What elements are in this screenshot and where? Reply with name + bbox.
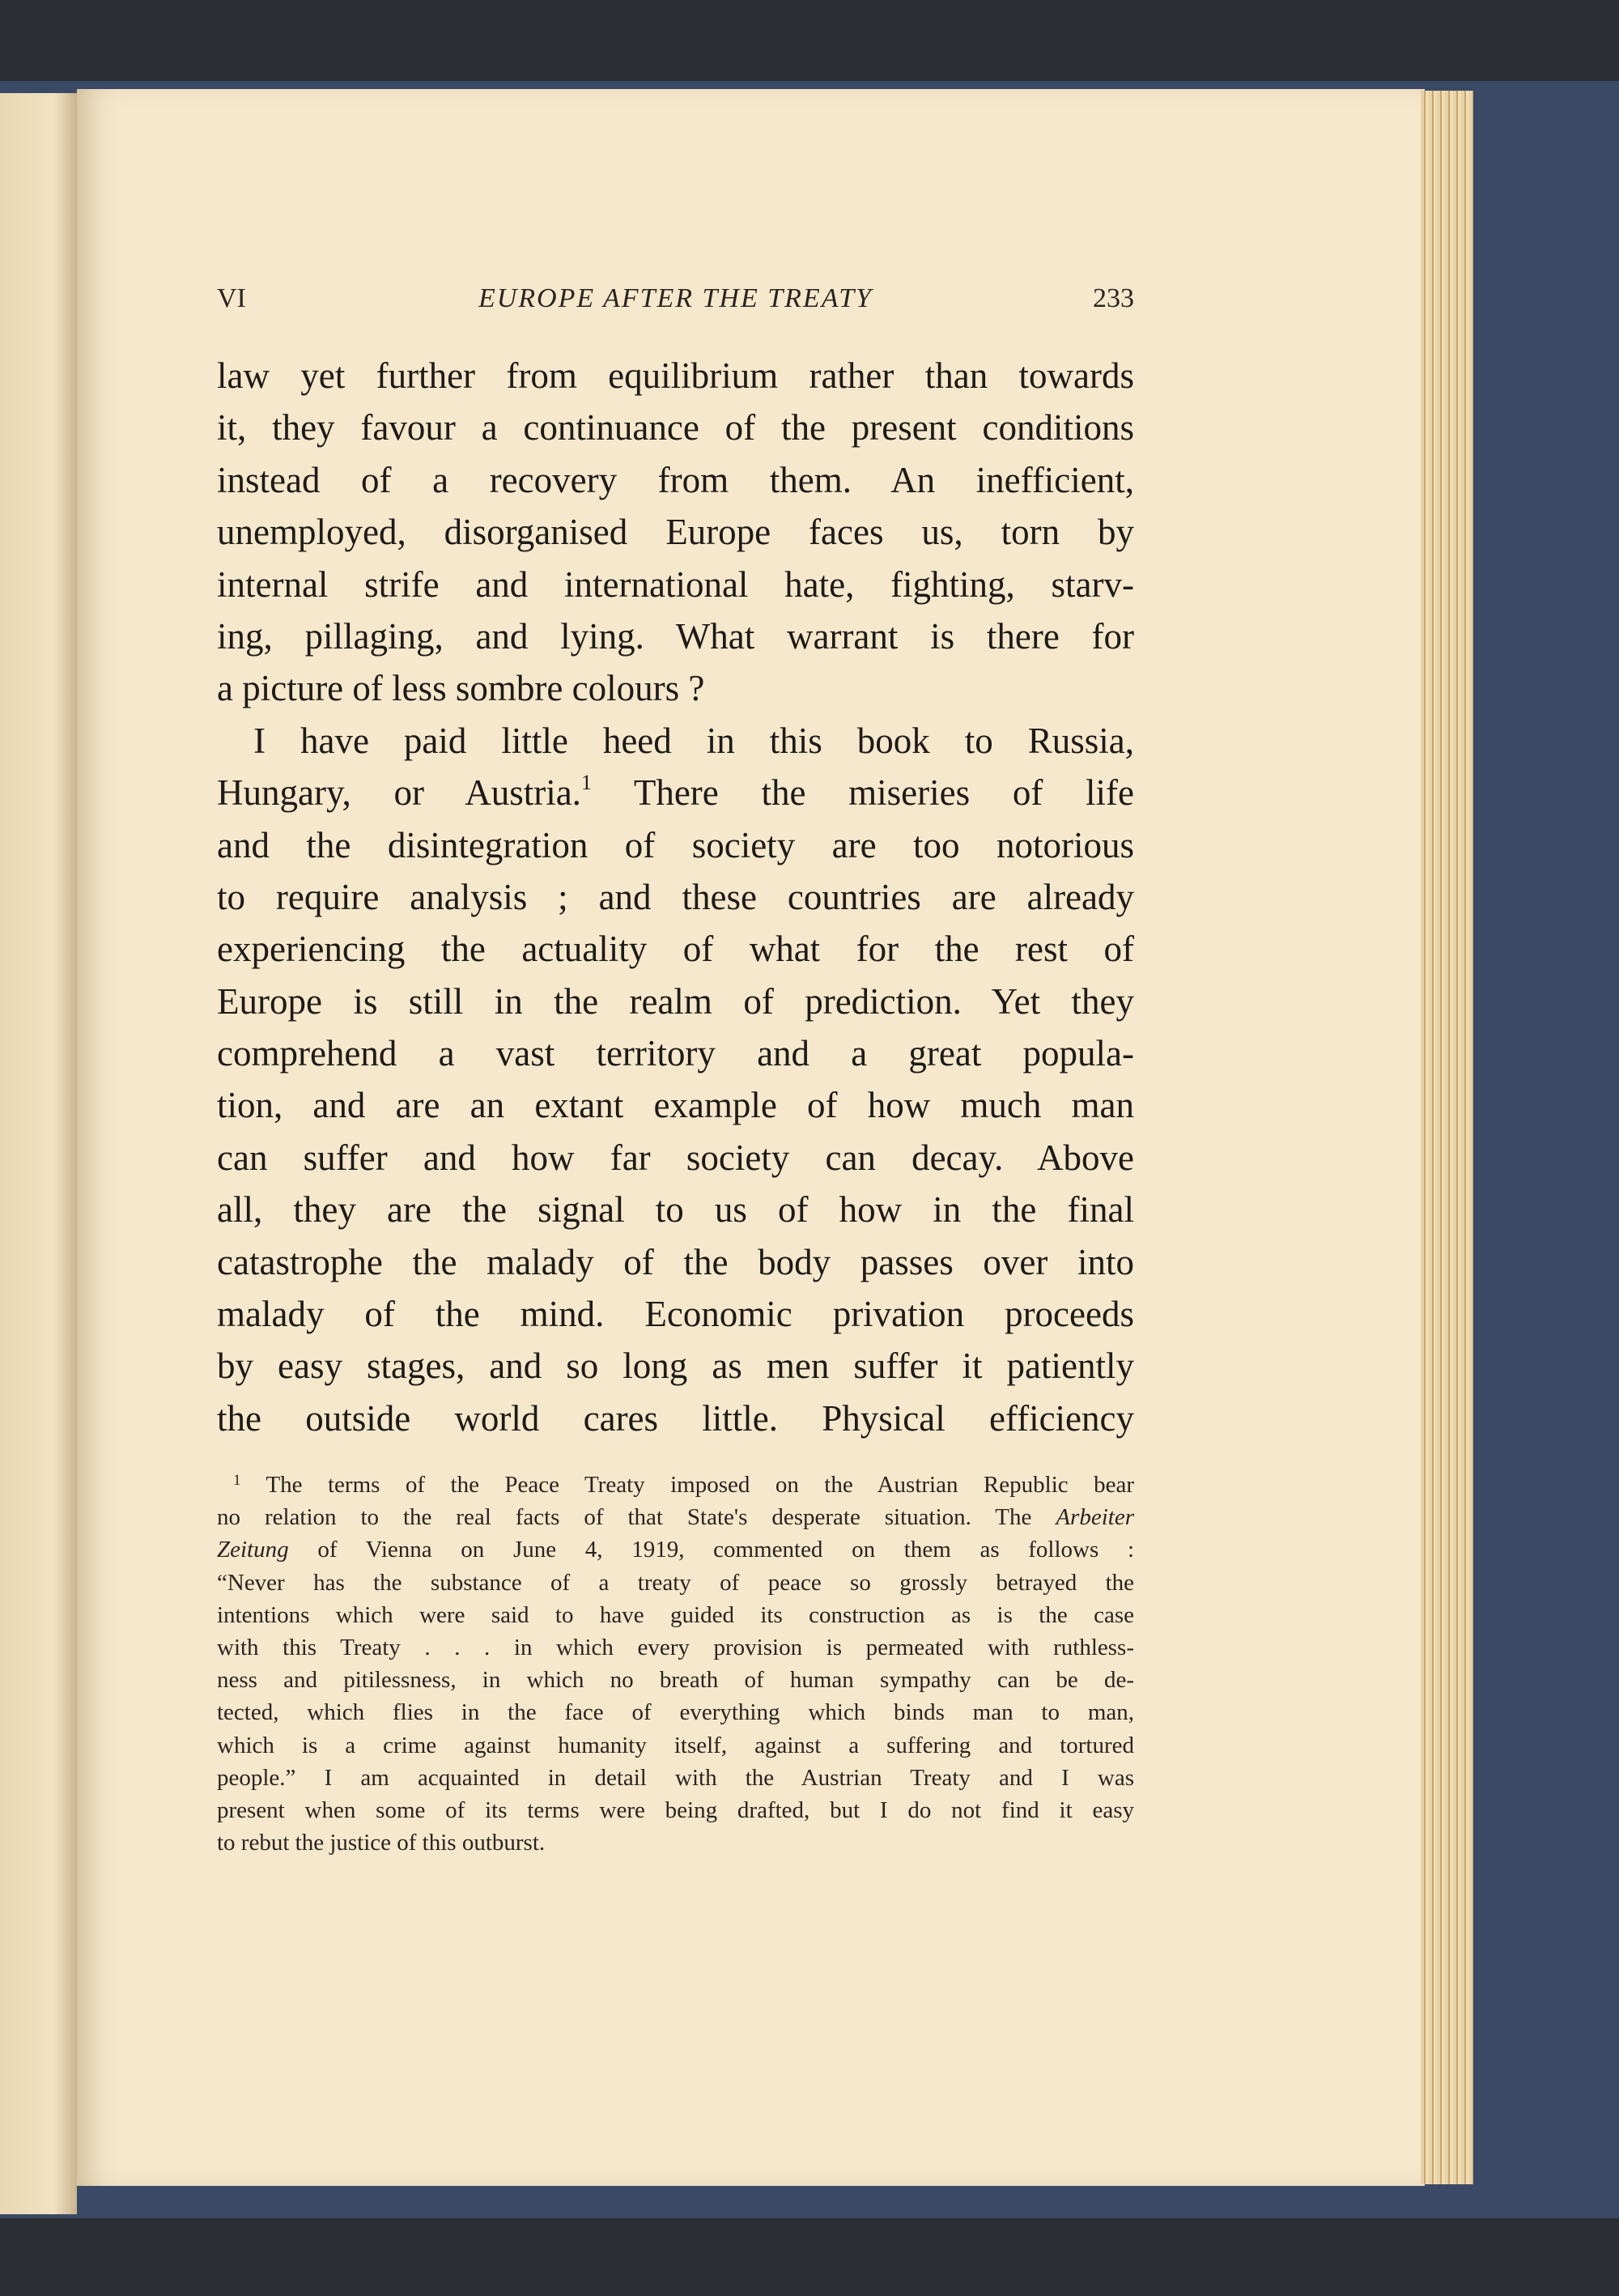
text-line: internal strife and international hate, fighting, starv-: [217, 563, 1134, 605]
italic-title: Arbeiter: [1056, 1504, 1134, 1531]
page-edges: [1421, 91, 1473, 2184]
text-line: instead of a recovery from them. An inefficient,: [217, 459, 1134, 500]
running-title: EUROPE AFTER THE TREATY: [478, 283, 873, 313]
text-line: experiencing the actuality of what for the rest of: [217, 929, 1134, 970]
text-fragment: of Vienna on June 4, 1919, commented on them as follows :: [317, 1537, 1135, 1563]
footnote-line: present when some of its terms were being drafted, but I do not find it easy: [217, 1796, 1134, 1823]
text-line: unemployed, disorganised Europe faces us, torn by: [217, 512, 1134, 553]
footnote-marker: 1: [233, 1472, 241, 1489]
footnote-line: which is a crime against humanity itself, against a suffering and tortured: [217, 1732, 1134, 1758]
text-line: I have paid little heed in this book to Russia,: [253, 720, 1134, 761]
running-header: [217, 283, 1134, 324]
footnote-line: ness and pitilessness, in which no breath of human sympathy can be de-: [217, 1667, 1134, 1694]
chapter-number: VI: [217, 283, 246, 313]
footnote: [217, 1469, 1134, 1859]
page-number: 233: [1093, 283, 1134, 313]
text-line: [217, 767, 1134, 818]
text-line: catastrophe the malady of the body passes over into: [217, 1241, 1134, 1282]
left-page-edge: [0, 93, 77, 2214]
text-line: Europe is still in the realm of prediction. Yet they: [217, 980, 1134, 1022]
footnote-line: intentions which were said to have guided its construction as is the case: [217, 1601, 1134, 1628]
text-line: comprehend a vast territory and a great popula-: [217, 1033, 1134, 1074]
footnote-line: [217, 1533, 1134, 1566]
italic-title: Zeitung: [217, 1537, 289, 1563]
footnote-line: “Never has the substance of a treaty of peace so grossly betrayed the: [217, 1569, 1134, 1596]
body-text: [217, 350, 1134, 1444]
footnote-line: people.” I am acquainted in detail with the Austrian Treaty and I was: [217, 1764, 1134, 1791]
text-line: to require analysis ; and these countries are already: [217, 876, 1134, 917]
text-line: the outside world cares little. Physical efficiency: [217, 1397, 1134, 1439]
footnote-ref[interactable]: 1: [580, 771, 592, 795]
text-line: law yet further from equilibrium rather than towards: [217, 355, 1134, 396]
footnote-line: [217, 1501, 1134, 1533]
text-line: and the disintegration of society are too notorious: [217, 824, 1134, 865]
text-line: by easy stages, and so long as men suffer it patiently: [217, 1346, 1134, 1387]
text-fragment: Hungary, or Austria.: [217, 772, 581, 814]
text-line: a picture of less sombre colours ?: [217, 668, 705, 709]
text-line: tion, and are an extant example of how much man: [217, 1085, 1134, 1126]
text-line: malady of the mind. Economic privation proceeds: [217, 1294, 1134, 1335]
text-line: all, they are the signal to us of how in the final: [217, 1189, 1134, 1231]
text-line: it, they favour a continuance of the present conditions: [217, 407, 1134, 449]
footnote-line: [217, 1469, 1134, 1501]
text-fragment: no relation to the real facts of that State's desperate situation. The: [217, 1504, 1032, 1531]
text-fragment: There the miseries of life: [633, 772, 1134, 814]
footnote-line: to rebut the justice of this outburst.: [217, 1830, 546, 1856]
text-line: ing, pillaging, and lying. What warrant is there for: [217, 615, 1134, 657]
text-line: can suffer and how far society can decay. Above: [217, 1137, 1134, 1178]
footnote-line: with this Treaty . . . in which every provision is permeated with ruthless-: [217, 1634, 1134, 1660]
footnote-line: tected, which flies in the face of everything which binds man to man,: [217, 1699, 1134, 1726]
text-fragment: The terms of the Peace Treaty imposed on the Austrian Republic bear: [266, 1472, 1134, 1498]
